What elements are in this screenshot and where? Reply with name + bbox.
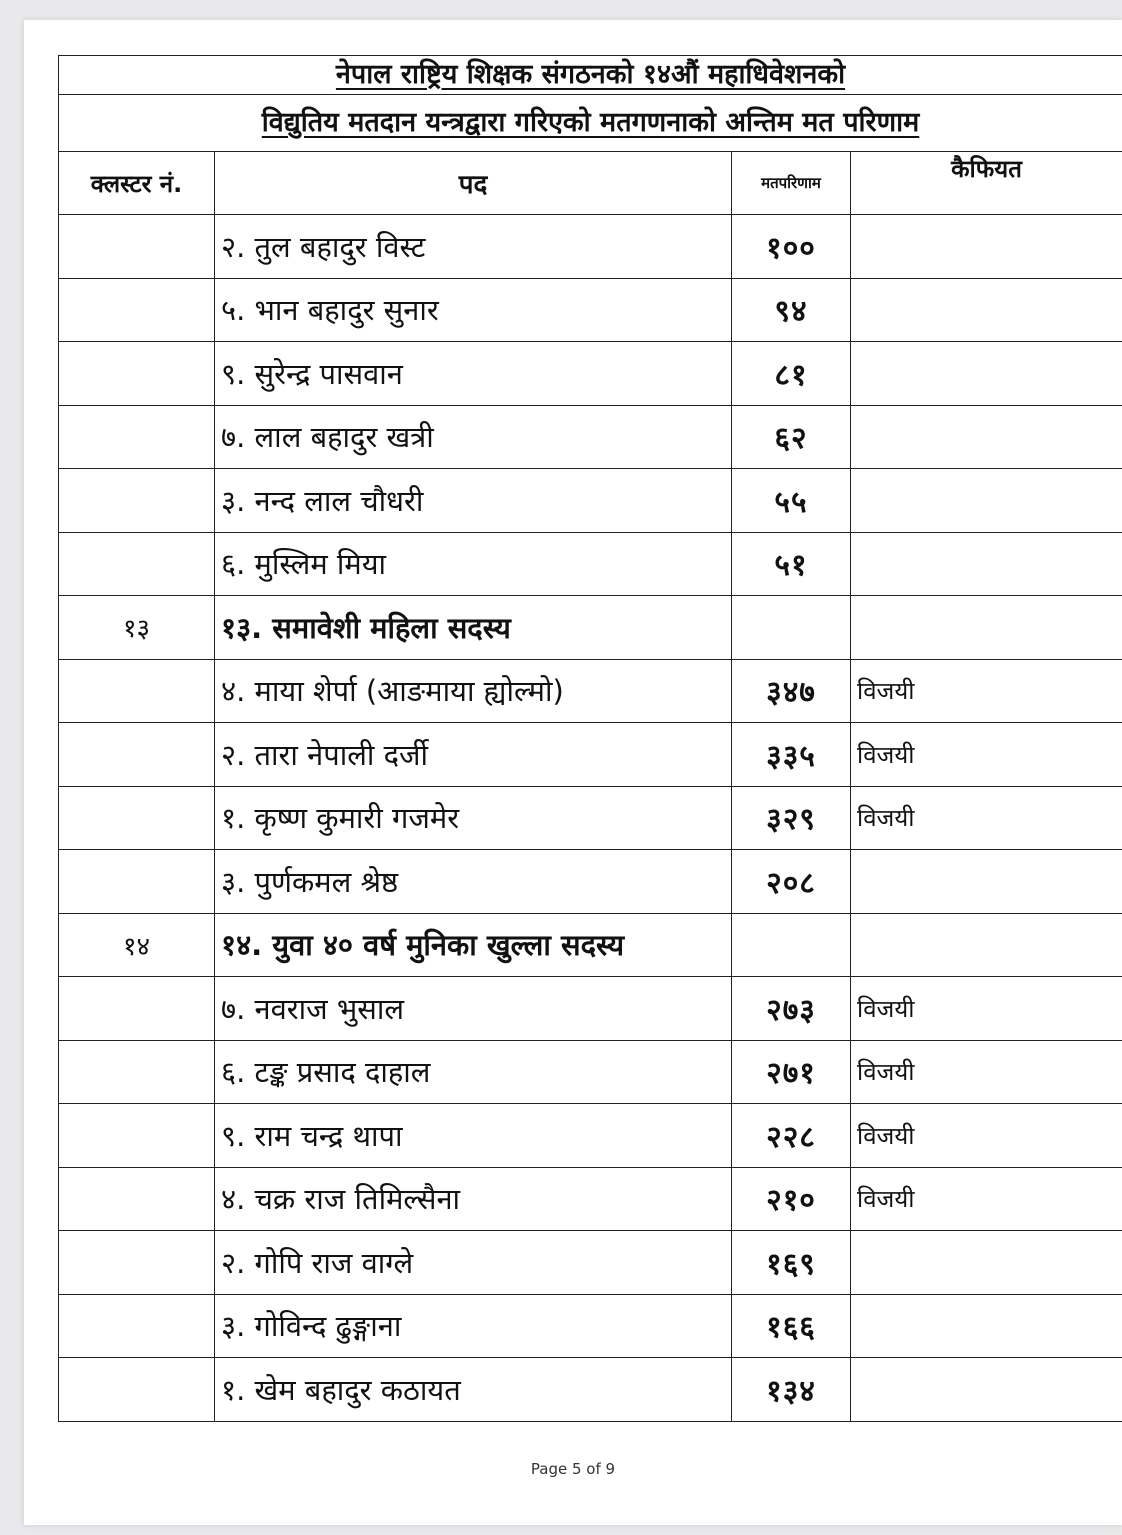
remark-cell [851,405,1122,469]
remark-cell [851,913,1122,977]
candidate-name-cell: २. गोपि राज वाग्ले [215,1231,732,1295]
remark-cell: विजयी [851,659,1122,723]
candidate-name-cell: ६. टङ्क प्रसाद दाहाल [215,1040,732,1104]
cluster-cell: १३ [59,596,215,660]
candidate-name-cell: ९. राम चन्द्र थापा [215,1104,732,1168]
document-title-line-2: विद्युतिय मतदान यन्त्रद्वारा गरिएको मतगणनाको अन्तिम मत परिणाम [59,95,1122,152]
candidate-name-cell: २. तारा नेपाली दर्जी [215,723,732,787]
remark-cell [851,596,1122,660]
vote-count-cell: २१० [732,1167,851,1231]
candidate-name-cell: ४. माया शेर्पा (आङमाया ह्योल्मो) [215,659,732,723]
cluster-cell [59,215,215,279]
header-cluster: क्लस्टर नं. [59,152,215,215]
header-remark: कैफियत [851,152,1122,215]
remark-cell: विजयी [851,1104,1122,1168]
remark-cell [851,215,1122,279]
candidate-row [59,1167,1122,1231]
candidate-name-cell: ३. पुर्णकमल श्रेष्ठ [215,850,732,914]
table-body [59,215,1122,1422]
section-row [59,596,1122,660]
candidate-name-cell: ६. मुस्लिम मिया [215,532,732,596]
cluster-cell [59,532,215,596]
remark-cell: विजयी [851,977,1122,1041]
candidate-row [59,405,1122,469]
candidate-name-cell: ७. लाल बहादुर खत्री [215,405,732,469]
vote-count-cell: २७१ [732,1040,851,1104]
candidate-row [59,342,1122,406]
candidate-name-cell: ४. चक्र राज तिमिल्सैना [215,1167,732,1231]
vote-count-cell: ६२ [732,405,851,469]
remark-cell [851,342,1122,406]
candidate-row [59,532,1122,596]
vote-count-cell: ८१ [732,342,851,406]
remark-cell [851,1358,1122,1422]
table-header-row [59,152,1122,215]
vote-count-cell [732,596,851,660]
cluster-cell [59,659,215,723]
remark-cell: विजयी [851,786,1122,850]
remark-cell [851,1294,1122,1358]
vote-count-cell: ५५ [732,469,851,533]
candidate-row [59,977,1122,1041]
remark-cell [851,850,1122,914]
cluster-cell [59,1104,215,1168]
remark-cell [851,469,1122,533]
candidate-row [59,850,1122,914]
candidate-row [59,278,1122,342]
candidate-row [59,1231,1122,1295]
cluster-cell [59,1294,215,1358]
vote-count-cell: ३२९ [732,786,851,850]
vote-count-cell: ३४७ [732,659,851,723]
cluster-cell [59,1358,215,1422]
candidate-name-cell: ३. नन्द लाल चौधरी [215,469,732,533]
candidate-name-cell: ९. सुरेन्द्र पासवान [215,342,732,406]
candidate-row [59,1294,1122,1358]
remark-cell: विजयी [851,1040,1122,1104]
cluster-cell: १४ [59,913,215,977]
cluster-cell [59,1231,215,1295]
results-table [58,55,1122,1422]
remark-cell [851,1231,1122,1295]
candidate-name-cell: ५. भान बहादुर सुनार [215,278,732,342]
cluster-cell [59,977,215,1041]
header-result: मतपरिणाम [732,152,851,215]
candidate-name-cell: १. कृष्ण कुमारी गजमेर [215,786,732,850]
document-page [24,20,1122,1525]
vote-count-cell: १०० [732,215,851,279]
header-post: पद [215,152,732,215]
cluster-cell [59,723,215,787]
vote-count-cell: ५१ [732,532,851,596]
remark-cell [851,278,1122,342]
vote-count-cell: ९४ [732,278,851,342]
candidate-row [59,1040,1122,1104]
candidate-row [59,215,1122,279]
vote-count-cell: १३४ [732,1358,851,1422]
vote-count-cell: ३३५ [732,723,851,787]
remark-cell [851,532,1122,596]
remark-cell: विजयी [851,1167,1122,1231]
candidate-row [59,1358,1122,1422]
cluster-cell [59,786,215,850]
page-number: Page 5 of 9 [530,1460,616,1478]
vote-count-cell: २७३ [732,977,851,1041]
vote-count-cell: २०८ [732,850,851,914]
candidate-name-cell: २. तुल बहादुर विस्ट [215,215,732,279]
section-title-cell: १३. समावेशी महिला सदस्य [215,596,732,660]
vote-count-cell: १६९ [732,1231,851,1295]
section-title-cell: १४. युवा ४० वर्ष मुनिका खुल्ला सदस्य [215,913,732,977]
cluster-cell [59,850,215,914]
cluster-cell [59,1040,215,1104]
candidate-name-cell: ७. नवराज भुसाल [215,977,732,1041]
cluster-cell [59,469,215,533]
candidate-row [59,1104,1122,1168]
vote-count-cell: २२८ [732,1104,851,1168]
section-row [59,913,1122,977]
vote-count-cell [732,913,851,977]
cluster-cell [59,405,215,469]
document-title-line-1: नेपाल राष्ट्रिय शिक्षक संगठनको १४औं महाधिवेशनको [59,56,1122,95]
candidate-row [59,659,1122,723]
candidate-row [59,469,1122,533]
cluster-cell [59,342,215,406]
candidate-row [59,786,1122,850]
remark-cell: विजयी [851,723,1122,787]
cluster-cell [59,278,215,342]
vote-count-cell: १६६ [732,1294,851,1358]
candidate-name-cell: ३. गोविन्द ढुङ्गाना [215,1294,732,1358]
cluster-cell [59,1167,215,1231]
candidate-row [59,723,1122,787]
candidate-name-cell: १. खेम बहादुर कठायत [215,1358,732,1422]
